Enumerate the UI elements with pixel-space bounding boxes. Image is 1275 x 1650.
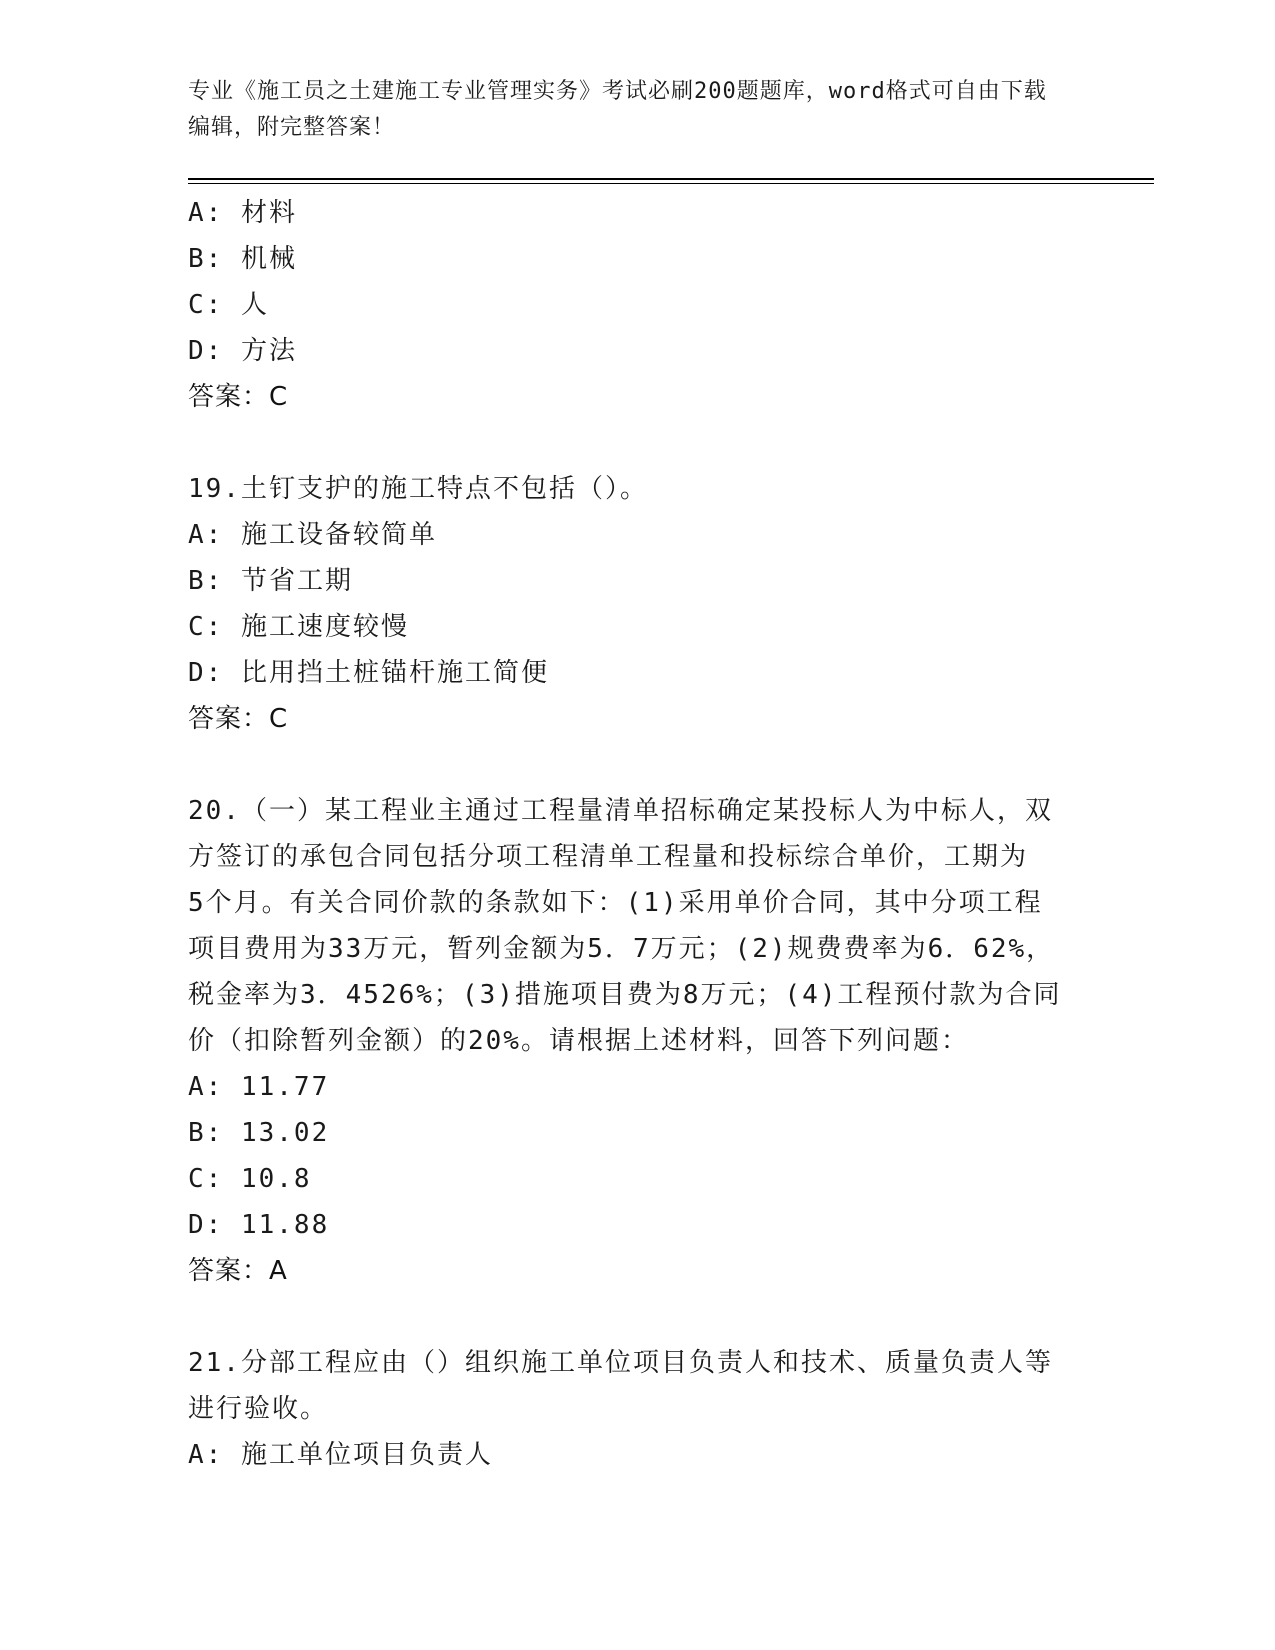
question-stem-line: 21.分部工程应由（）组织施工单位项目负责人和技术、质量负责人等 (188, 1348, 1053, 1378)
option-a: A: 施工设备较简单 (188, 520, 437, 550)
question-stem-line: 5个月。有关合同价款的条款如下：(1)采用单价合同，其中分项工程 (188, 888, 1043, 918)
option-c: C: 人 (188, 290, 269, 320)
question-18 (188, 190, 1078, 420)
option-d: D: 11.88 (188, 1210, 330, 1240)
question-stem-line: 进行验收。 (188, 1394, 329, 1424)
spacer (188, 742, 1078, 788)
header-rule-thick (188, 178, 1154, 180)
option-c: C: 10.8 (188, 1164, 312, 1194)
question-list (188, 190, 1078, 1478)
question-stem-line: 价（扣除暂列金额）的20%。请根据上述材料，回答下列问题： (188, 1026, 969, 1056)
question-20 (188, 788, 1078, 1294)
option-b: B: 13.02 (188, 1118, 330, 1148)
answer-line: 答案：C (188, 704, 289, 734)
question-stem-line: 税金率为3．4526%；(3)措施项目费为8万元；(4)工程预付款为合同 (188, 980, 1062, 1010)
option-b: B: 机械 (188, 244, 297, 274)
option-a: A: 施工单位项目负责人 (188, 1440, 493, 1470)
option-c: C: 施工速度较慢 (188, 612, 409, 642)
answer-line: 答案：C (188, 382, 289, 412)
option-b: B: 节省工期 (188, 566, 353, 596)
question-stem-line: 项目费用为33万元，暂列金额为5．7万元；(2)规费费率为6．62%， (188, 934, 1055, 964)
spacer (188, 1294, 1078, 1340)
question-19 (188, 466, 1078, 742)
option-d: D: 比用挡土桩锚杆施工简便 (188, 658, 549, 688)
option-d: D: 方法 (188, 336, 297, 366)
document-header: 专业《施工员之土建施工专业管理实务》考试必刷200题题库，word格式可自由下载编辑，附完整答案！ (188, 79, 1047, 140)
option-a: A: 11.77 (188, 1072, 330, 1102)
answer-line: 答案：A (188, 1256, 288, 1286)
option-a: A: 材料 (188, 198, 297, 228)
question-21 (188, 1340, 1078, 1478)
header-rule-thin (188, 183, 1154, 184)
question-stem-line: 方签订的承包合同包括分项工程清单工程量和投标综合单价，工期为 (188, 842, 1029, 872)
spacer (188, 420, 1078, 466)
question-stem-line: 20.（一）某工程业主通过工程量清单招标确定某投标人为中标人，双 (188, 796, 1053, 826)
question-stem: 19.土钉支护的施工特点不包括（）。 (188, 474, 648, 504)
